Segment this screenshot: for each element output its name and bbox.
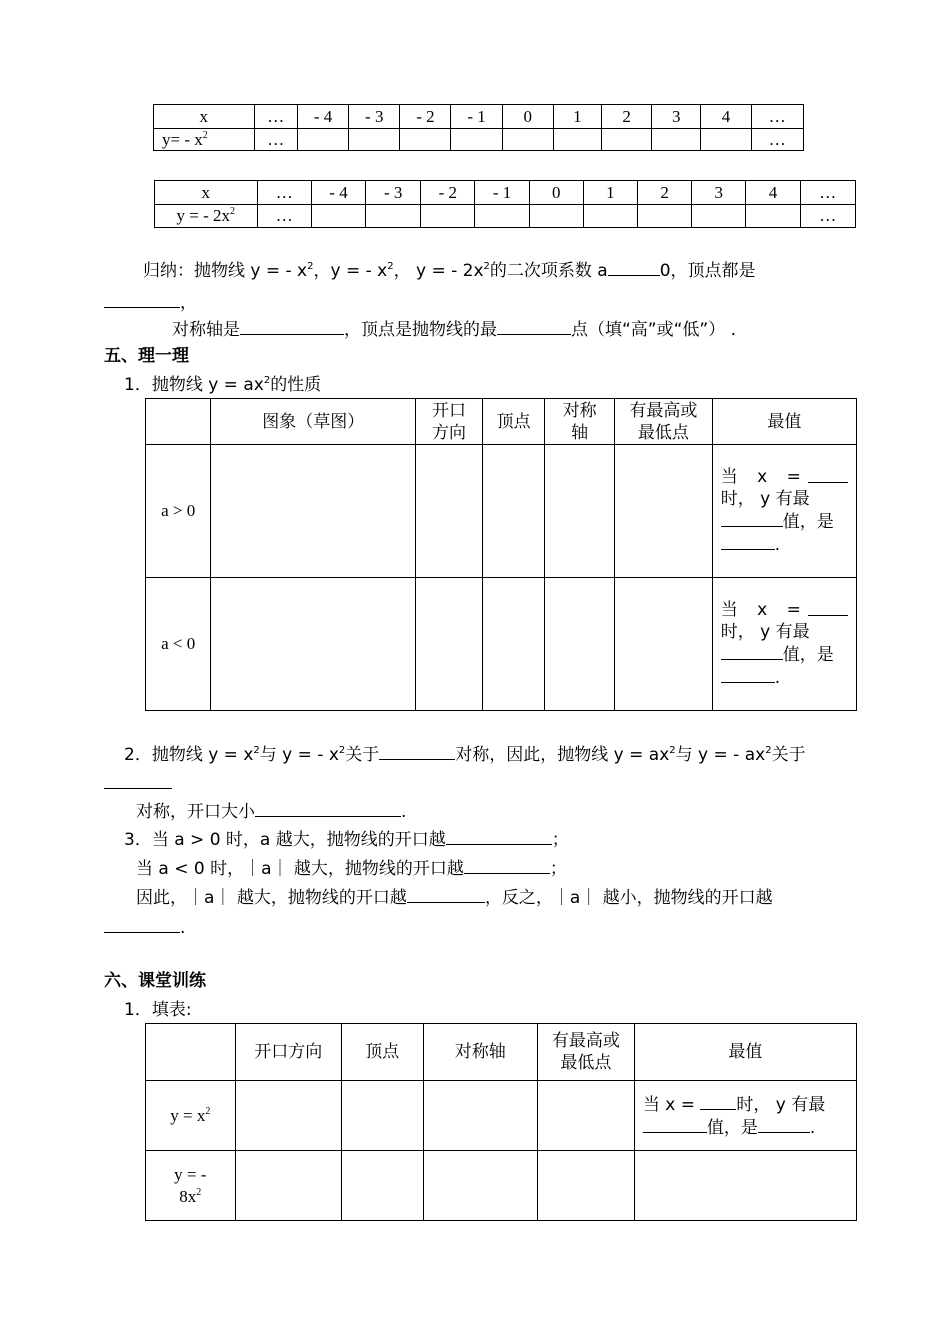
practice-header-extreme-point: 有最高或最低点	[537, 1024, 634, 1081]
section-5-item-3b: 当 a < 0 时，｜a｜ 越大，抛物线的开口越 ；	[136, 859, 567, 879]
blank[interactable]	[240, 318, 344, 335]
t2-cell: 1	[583, 181, 637, 205]
blank[interactable]	[758, 1116, 810, 1133]
max-cell: 当 x = 时， y 有最 值，是 .	[712, 445, 856, 578]
max-cell: 当 x = 时， y 有最 值，是 .	[712, 578, 856, 711]
blank[interactable]	[255, 800, 401, 817]
answer-cell[interactable]	[614, 445, 712, 578]
t2-cell: 4	[746, 181, 800, 205]
t2-cell[interactable]	[746, 205, 800, 228]
properties-table	[145, 398, 857, 711]
answer-cell[interactable]	[416, 445, 483, 578]
answer-cell[interactable]	[482, 578, 544, 711]
blank[interactable]	[407, 886, 485, 903]
blank[interactable]	[104, 772, 172, 789]
prop-corner	[146, 399, 211, 445]
t1-cell: 2	[602, 105, 652, 129]
t2-cell: 3	[692, 181, 746, 205]
blank[interactable]	[700, 1093, 736, 1110]
t1-cell: - 3	[349, 105, 400, 129]
summary-line-3: 对称轴是 ，顶点是抛物线的最 点（填“高”或“低”） .	[172, 320, 737, 340]
t1-cell: 0	[502, 105, 553, 129]
t2-cell: - 1	[475, 181, 529, 205]
blank[interactable]	[808, 466, 848, 483]
answer-cell[interactable]	[634, 1151, 856, 1221]
t2-cell[interactable]	[366, 205, 421, 228]
blank[interactable]	[497, 318, 571, 335]
section-5-item-3c: 因此，｜a｜ 越大，抛物线的开口越 ，反之，｜a｜ 越小，抛物线的开口越	[136, 888, 773, 908]
prop-header-axis: 对称轴	[545, 399, 615, 445]
t1-cell[interactable]	[652, 129, 701, 151]
t1-y-label: $y= - x^2$	[154, 129, 255, 151]
answer-cell[interactable]	[235, 1151, 341, 1221]
t1-x-label: x	[154, 105, 255, 129]
practice-row-label: $y = x^2$	[146, 1081, 236, 1151]
practice-table	[145, 1023, 857, 1221]
t1-cell: 3	[652, 105, 701, 129]
practice-header-opening: 开口方向	[235, 1024, 341, 1081]
t2-cell: - 2	[421, 181, 475, 205]
answer-cell[interactable]	[537, 1151, 634, 1221]
t1-cell[interactable]	[349, 129, 400, 151]
answer-cell[interactable]	[342, 1151, 424, 1221]
t2-cell: 2	[638, 181, 692, 205]
section-5-title: 五、理一理	[104, 346, 189, 366]
practice-header-max: 最值	[634, 1024, 856, 1081]
prop-header-max: 最值	[712, 399, 856, 445]
practice-corner	[146, 1024, 236, 1081]
t1-cell[interactable]	[451, 129, 502, 151]
prop-header-vertex: 顶点	[482, 399, 544, 445]
section-5-item-2: 2．抛物线 $y = x^2$与 y = - $x^2$关于 对称，因此，抛物线 $y = ax^2$与 y = - $ax^2$关于	[124, 745, 806, 765]
graph-cell[interactable]	[211, 578, 416, 711]
t1-cell[interactable]: …	[751, 129, 803, 151]
section-6-title: 六、课堂训练	[104, 971, 206, 991]
blank[interactable]	[608, 259, 660, 276]
t1-cell[interactable]	[602, 129, 652, 151]
t1-cell[interactable]	[298, 129, 349, 151]
t1-cell: 1	[553, 105, 601, 129]
answer-cell[interactable]	[614, 578, 712, 711]
t1-cell[interactable]	[502, 129, 553, 151]
t2-cell[interactable]: …	[257, 205, 311, 228]
t2-cell: …	[257, 181, 311, 205]
section-5-item-2-end: 对称，开口大小 .	[136, 802, 407, 822]
t1-cell: - 4	[298, 105, 349, 129]
blank[interactable]	[446, 828, 552, 845]
t1-cell: …	[254, 105, 297, 129]
section-5-item-3: 3．当 a > 0 时，a 越大，抛物线的开口越 ；	[124, 830, 569, 850]
t2-y-label: y = - $2x^2$	[155, 205, 258, 228]
blank[interactable]	[721, 533, 775, 550]
practice-header-vertex: 顶点	[342, 1024, 424, 1081]
answer-cell[interactable]	[545, 578, 615, 711]
answer-cell[interactable]	[423, 1151, 537, 1221]
t2-cell: …	[800, 181, 855, 205]
t2-cell[interactable]	[692, 205, 746, 228]
section-5-item-3d: .	[104, 916, 185, 939]
prop-row-label: a < 0	[146, 578, 211, 711]
t2-cell[interactable]	[638, 205, 692, 228]
blank[interactable]	[104, 291, 180, 308]
max-cell: 当 x = 时， y 有最 值，是 .	[634, 1081, 856, 1151]
blank[interactable]	[104, 916, 180, 933]
answer-cell[interactable]	[235, 1081, 341, 1151]
blank[interactable]	[721, 643, 783, 660]
t2-x-label: x	[155, 181, 258, 205]
practice-row-label: y = - $8x^2$	[146, 1151, 236, 1221]
t1-cell[interactable]	[701, 129, 751, 151]
prop-header-graph: 图象（草图）	[211, 399, 416, 445]
blank[interactable]	[379, 743, 455, 760]
t2-cell: - 4	[311, 181, 365, 205]
value-table-2	[154, 180, 856, 228]
blank[interactable]	[643, 1116, 707, 1133]
t1-cell[interactable]	[400, 129, 451, 151]
t1-cell[interactable]: …	[254, 129, 297, 151]
t2-cell: - 3	[366, 181, 421, 205]
t1-cell[interactable]	[553, 129, 601, 151]
prop-header-extreme-point: 有最高或最低点	[614, 399, 712, 445]
answer-cell[interactable]	[416, 578, 483, 711]
answer-cell[interactable]	[423, 1081, 537, 1151]
prop-header-opening: 开口方向	[416, 399, 483, 445]
value-table-1	[153, 104, 804, 151]
t2-cell[interactable]	[583, 205, 637, 228]
section-5-item-1: 1．抛物线 $y = ax^2$的性质	[124, 375, 322, 395]
blank[interactable]	[464, 857, 550, 874]
blank[interactable]	[808, 599, 848, 616]
section-6-item-1: 1．填表:	[124, 1000, 192, 1020]
t2-cell[interactable]	[529, 205, 583, 228]
t2-cell[interactable]	[311, 205, 365, 228]
blank[interactable]	[721, 666, 775, 683]
answer-cell[interactable]	[537, 1081, 634, 1151]
t2-cell[interactable]: …	[800, 205, 855, 228]
prop-row-label: a > 0	[146, 445, 211, 578]
t2-cell[interactable]	[475, 205, 529, 228]
answer-cell[interactable]	[482, 445, 544, 578]
answer-cell[interactable]	[342, 1081, 424, 1151]
answer-cell[interactable]	[545, 445, 615, 578]
section-5-item-2-cont	[104, 772, 172, 795]
t1-cell: - 1	[451, 105, 502, 129]
summary-line-1: 归纳：抛物线 y = - $x^2$，y = - $x^2$， y = - $2x^2$的二次项系数 a 0，顶点都是	[143, 261, 756, 281]
practice-header-axis: 对称轴	[423, 1024, 537, 1081]
t1-cell: - 2	[400, 105, 451, 129]
blank[interactable]	[721, 510, 783, 527]
t1-cell: 4	[701, 105, 751, 129]
t1-cell: …	[751, 105, 803, 129]
summary-line-2: ，	[104, 291, 197, 314]
graph-cell[interactable]	[211, 445, 416, 578]
t2-cell[interactable]	[421, 205, 475, 228]
t2-cell: 0	[529, 181, 583, 205]
